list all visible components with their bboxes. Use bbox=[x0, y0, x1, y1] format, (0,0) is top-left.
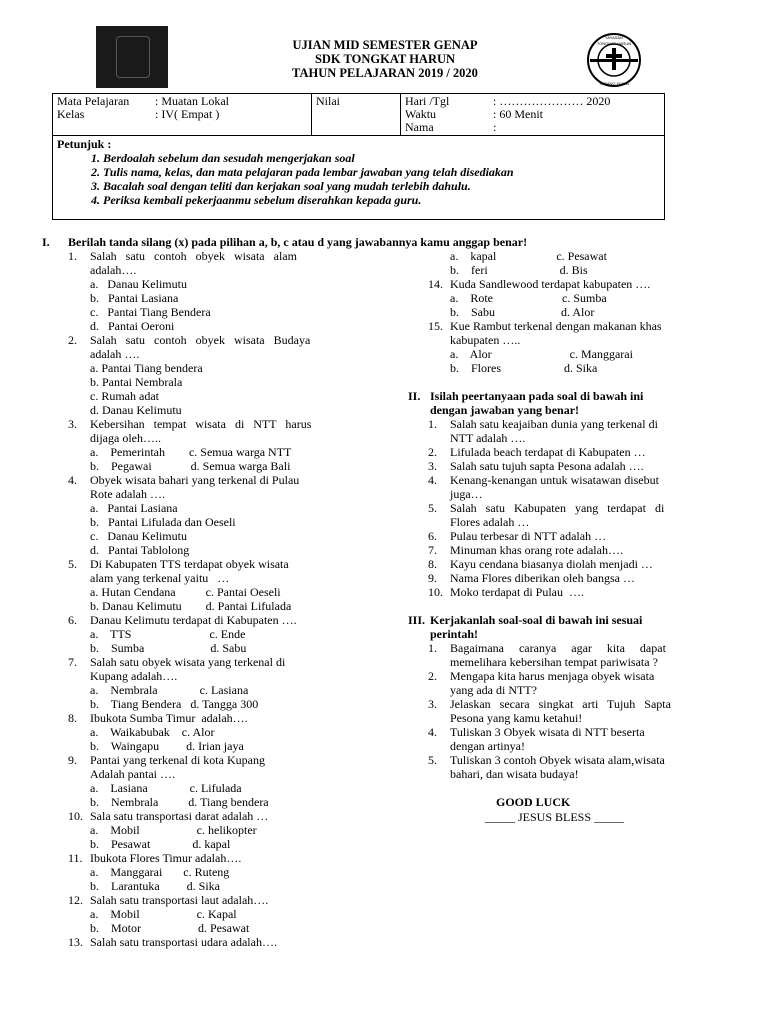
question-line bbox=[68, 277, 364, 291]
section-2-text-2: dengan jawaban yang benar! bbox=[430, 403, 580, 417]
question-text: Jelaskan secara singkat arti Tujuh Sapta bbox=[450, 697, 671, 711]
question-text: Kenang-kenangan untuk wisatawan disebut bbox=[450, 473, 659, 487]
section-2-title bbox=[408, 389, 724, 417]
question-text: Pesona yang kamu ketahui! bbox=[450, 711, 583, 725]
good-luck-text: GOOD LUCK bbox=[496, 795, 571, 809]
question-line bbox=[68, 361, 364, 375]
question-text: juga… bbox=[450, 487, 483, 501]
section-2-text-1: Isilah peertanyaan pada soal di bawah ini bbox=[430, 389, 644, 403]
section-2-number: II. bbox=[408, 389, 421, 403]
section-3-title bbox=[408, 613, 724, 641]
header-line-1: UJIAN MID SEMESTER GENAP bbox=[292, 38, 478, 52]
question-line bbox=[428, 417, 724, 431]
section-1-title bbox=[42, 235, 527, 250]
date-cell bbox=[401, 94, 665, 136]
question-text: Kayu cendana biasanya diolah menjadi … bbox=[450, 557, 653, 571]
question-line bbox=[68, 445, 364, 459]
question-line bbox=[68, 823, 364, 837]
instruction-item: 3. Bacalah soal dengan teliti dan kerjakan soal yang mudah terlebih dahulu. bbox=[103, 179, 673, 193]
question-line bbox=[428, 431, 724, 445]
question-text: Di Kabupaten TTS terdapat obyek wisata bbox=[90, 557, 289, 571]
question-line bbox=[68, 725, 364, 739]
question-text: Mengapa kita harus menjaga obyek wisata bbox=[450, 669, 655, 683]
question-line bbox=[68, 739, 364, 753]
question-text: a. Pantai Tiang bendera bbox=[90, 361, 203, 375]
question-text: b. Larantuka d. Sika bbox=[90, 879, 220, 893]
question-text: b. Sabu d. Alor bbox=[450, 305, 595, 319]
question-line bbox=[428, 487, 724, 501]
question-line bbox=[68, 627, 364, 641]
question-text: a. Hutan Cendana c. Pantai Oeseli bbox=[90, 585, 281, 599]
class-label: Kelas bbox=[57, 107, 85, 121]
section-3-text-2: perintah! bbox=[430, 627, 478, 641]
question-number: 1. bbox=[428, 641, 437, 655]
question-number: 11. bbox=[68, 851, 83, 865]
question-text: Salah satu contoh obyek wisata Budaya bbox=[90, 333, 311, 347]
question-text: b. Flores d. Sika bbox=[450, 361, 598, 375]
question-number: 13. bbox=[68, 935, 83, 949]
question-text: Flores adalah … bbox=[450, 515, 530, 529]
question-number: 5. bbox=[428, 753, 437, 767]
question-number: 2. bbox=[428, 445, 437, 459]
question-line bbox=[68, 263, 364, 277]
question-number: 8. bbox=[68, 711, 77, 725]
question-text: alam yang terkenal yaitu … bbox=[90, 571, 230, 585]
question-line bbox=[68, 655, 364, 669]
question-line bbox=[428, 529, 724, 543]
logo-bottom-text: TERANG DUNIA bbox=[598, 81, 630, 86]
question-text: Pantai yang terkenal di kota Kupang bbox=[90, 753, 265, 767]
question-text: Salah satu keajaiban dunia yang terkenal di bbox=[450, 417, 658, 431]
section-3-text-1: Kerjakanlah soal-soal di bawah ini sesuai bbox=[430, 613, 643, 627]
question-line bbox=[428, 641, 724, 655]
question-line bbox=[428, 361, 724, 375]
question-line bbox=[428, 571, 724, 585]
question-line bbox=[428, 333, 724, 347]
question-text: a. Lasiana c. Lifulada bbox=[90, 781, 242, 795]
question-line bbox=[68, 319, 364, 333]
question-line bbox=[68, 935, 364, 949]
question-line bbox=[68, 795, 364, 809]
time-value: : 60 Menit bbox=[493, 107, 543, 121]
question-text: NTT adalah …. bbox=[450, 431, 526, 445]
question-line bbox=[68, 753, 364, 767]
question-line bbox=[428, 319, 724, 333]
question-line bbox=[428, 473, 724, 487]
question-line bbox=[68, 907, 364, 921]
subject-cell bbox=[53, 94, 312, 136]
logo-top-text: YAYASAN bbox=[604, 35, 624, 40]
question-text: b. Pantai Lifulada dan Oeseli bbox=[90, 515, 236, 529]
question-line bbox=[428, 711, 724, 725]
question-text: a. Alor c. Manggarai bbox=[450, 347, 633, 361]
question-text: adalah…. bbox=[90, 263, 137, 277]
question-line bbox=[68, 585, 364, 599]
instructions-title: Petunjuk : bbox=[57, 137, 112, 151]
school-logo-left bbox=[96, 26, 168, 88]
question-text: d. Pantai Tablolong bbox=[90, 543, 190, 557]
jesus-bless-text: _____ JESUS BLESS _____ bbox=[485, 810, 625, 824]
question-text: c. Rumah adat bbox=[90, 389, 159, 403]
question-line bbox=[68, 865, 364, 879]
question-text: d. Pantai Oeroni bbox=[90, 319, 175, 333]
question-text: Tuliskan 3 Obyek wisata di NTT beserta bbox=[450, 725, 645, 739]
question-line bbox=[68, 683, 364, 697]
section-2-questions bbox=[428, 417, 724, 599]
question-line bbox=[68, 851, 364, 865]
section-3-questions bbox=[428, 641, 724, 781]
question-text: a. TTS c. Ende bbox=[90, 627, 246, 641]
question-line bbox=[68, 473, 364, 487]
question-text: b. Waingapu d. Irian jaya bbox=[90, 739, 244, 753]
question-text: memelihara kebersihan tempat pariwisata ? bbox=[450, 655, 658, 669]
question-text: Danau Kelimutu terdapat di Kabupaten …. bbox=[90, 613, 297, 627]
question-line bbox=[428, 683, 724, 697]
question-text: a. Mobil c. Kapal bbox=[90, 907, 237, 921]
question-text: Nama Flores diberikan oleh bangsa … bbox=[450, 571, 635, 585]
question-text: Ibukota Flores Timur adalah…. bbox=[90, 851, 242, 865]
question-text: Salah satu transportasi udara adalah…. bbox=[90, 935, 277, 949]
instruction-item: 4. Periksa kembali pekerjaanmu sebelum diserahkan kepada guru. bbox=[103, 193, 673, 207]
question-line bbox=[68, 375, 364, 389]
question-text: Adalah pantai …. bbox=[90, 767, 175, 781]
question-text: Salah satu obyek wisata yang terkenal di bbox=[90, 655, 286, 669]
question-number: 9. bbox=[68, 753, 77, 767]
question-text: a. Nembrala c. Lasiana bbox=[90, 683, 249, 697]
school-logo-right bbox=[586, 32, 642, 88]
question-text: b. Danau Kelimutu d. Pantai Lifulada bbox=[90, 599, 292, 613]
section-1-text: Berilah tanda silang (x) pada pilihan a, b, c atau d yang jawabannya kamu anggap benar! bbox=[68, 235, 528, 249]
question-text: dengan artinya! bbox=[450, 739, 525, 753]
date-value: : ………………… 2020 bbox=[493, 94, 611, 108]
section-3-number: III. bbox=[408, 613, 426, 627]
question-text: Moko terdapat di Pulau …. bbox=[450, 585, 584, 599]
question-line bbox=[68, 711, 364, 725]
question-number: 7. bbox=[428, 543, 437, 557]
name-label: Nama bbox=[405, 120, 434, 134]
question-number: 1. bbox=[68, 249, 77, 263]
question-line bbox=[428, 767, 724, 781]
question-line bbox=[68, 893, 364, 907]
question-number: 12. bbox=[68, 893, 83, 907]
instructions-list bbox=[77, 151, 673, 207]
question-line bbox=[428, 725, 724, 739]
question-text: b. Motor d. Pesawat bbox=[90, 921, 250, 935]
question-text: Salah satu contoh obyek wisata alam bbox=[90, 249, 297, 263]
question-number: 14. bbox=[428, 277, 443, 291]
question-number: 3. bbox=[428, 697, 437, 711]
question-text: c. Danau Kelimutu bbox=[90, 529, 187, 543]
question-line bbox=[68, 921, 364, 935]
question-number: 5. bbox=[68, 557, 77, 571]
question-text: bahari, dan wisata budaya! bbox=[450, 767, 579, 781]
question-line bbox=[68, 669, 364, 683]
question-text: Bagaimana caranya agar kita dapat bbox=[450, 641, 666, 655]
question-text: b. Pegawai d. Semua warga Bali bbox=[90, 459, 291, 473]
instructions-box bbox=[52, 135, 665, 220]
score-cell bbox=[312, 94, 401, 136]
question-line bbox=[68, 557, 364, 571]
question-number: 6. bbox=[68, 613, 77, 627]
question-line bbox=[68, 515, 364, 529]
question-text: b. Pesawat d. kapal bbox=[90, 837, 231, 851]
question-line bbox=[428, 543, 724, 557]
question-line bbox=[428, 277, 724, 291]
question-text: Obyek wisata bahari yang terkenal di Pulau bbox=[90, 473, 300, 487]
question-text: a. Manggarai c. Ruteng bbox=[90, 865, 230, 879]
question-line bbox=[68, 571, 364, 585]
question-text: Pulau terbesar di NTT adalah … bbox=[450, 529, 607, 543]
question-line bbox=[428, 739, 724, 753]
left-question-column bbox=[68, 249, 364, 949]
question-line bbox=[68, 613, 364, 627]
time-label: Waktu bbox=[405, 107, 437, 121]
question-line bbox=[428, 501, 724, 515]
question-text: kabupaten ….. bbox=[450, 333, 521, 347]
question-line bbox=[428, 263, 724, 277]
question-text: b. feri d. Bis bbox=[450, 263, 588, 277]
question-number: 4. bbox=[68, 473, 77, 487]
logo-ring-text: TONGKAT HARUN bbox=[596, 41, 632, 46]
question-line bbox=[68, 389, 364, 403]
question-line bbox=[428, 459, 724, 473]
question-text: a. Pemerintah c. Semua warga NTT bbox=[90, 445, 292, 459]
header-line-3: TAHUN PELAJARAN 2019 / 2020 bbox=[292, 66, 478, 80]
question-line bbox=[68, 459, 364, 473]
question-text: b. Tiang Bendera d. Tangga 300 bbox=[90, 697, 259, 711]
question-text: a. Pantai Lasiana bbox=[90, 501, 178, 515]
question-text: yang ada di NTT? bbox=[450, 683, 537, 697]
question-text: a. kapal c. Pesawat bbox=[450, 249, 607, 263]
question-line bbox=[68, 347, 364, 361]
question-line bbox=[68, 417, 364, 431]
question-line bbox=[428, 515, 724, 529]
question-number: 15. bbox=[428, 319, 443, 333]
question-text: Ibukota Sumba Timur adalah…. bbox=[90, 711, 248, 725]
question-line bbox=[68, 767, 364, 781]
question-text: b. Nembrala d. Tiang bendera bbox=[90, 795, 269, 809]
question-number: 6. bbox=[428, 529, 437, 543]
question-line bbox=[68, 697, 364, 711]
question-text: a. Danau Kelimutu bbox=[90, 277, 187, 291]
question-text: Kupang adalah…. bbox=[90, 669, 178, 683]
subject-label: Mata Pelajaran bbox=[57, 94, 130, 108]
question-text: adalah …. bbox=[90, 347, 140, 361]
right-question-column bbox=[428, 249, 724, 375]
question-number: 4. bbox=[428, 725, 437, 739]
question-number: 2. bbox=[428, 669, 437, 683]
emblem-icon bbox=[116, 36, 150, 78]
question-line bbox=[428, 655, 724, 669]
question-number: 9. bbox=[428, 571, 437, 585]
question-number: 7. bbox=[68, 655, 77, 669]
question-line bbox=[428, 557, 724, 571]
question-line bbox=[68, 809, 364, 823]
question-text: a. Waikabubak c. Alor bbox=[90, 725, 215, 739]
question-text: b. Pantai Nembrala bbox=[90, 375, 183, 389]
question-text: dijaga oleh….. bbox=[90, 431, 161, 445]
class-value: : IV( Empat ) bbox=[155, 107, 220, 121]
question-line bbox=[68, 641, 364, 655]
header-line-2: SDK TONGKAT HARUN bbox=[314, 52, 456, 66]
question-line bbox=[428, 249, 724, 263]
question-number: 10. bbox=[68, 809, 83, 823]
question-line bbox=[428, 753, 724, 767]
question-text: c. Pantai Tiang Bendera bbox=[90, 305, 211, 319]
question-line bbox=[428, 697, 724, 711]
question-text: a. Rote c. Sumba bbox=[450, 291, 607, 305]
question-number: 4. bbox=[428, 473, 437, 487]
question-number: 3. bbox=[68, 417, 77, 431]
question-text: Rote adalah …. bbox=[90, 487, 165, 501]
instruction-item: 1. Berdoalah sebelum dan sesudah mengerjakan soal bbox=[103, 151, 673, 165]
question-text: Salah satu tujuh sapta Pesona adalah …. bbox=[450, 459, 644, 473]
question-line bbox=[428, 291, 724, 305]
question-line bbox=[68, 501, 364, 515]
question-line bbox=[68, 291, 364, 305]
question-number: 2. bbox=[68, 333, 77, 347]
question-line bbox=[68, 529, 364, 543]
question-number: 8. bbox=[428, 557, 437, 571]
date-label: Hari /Tgl bbox=[405, 94, 450, 108]
section-1-number: I. bbox=[42, 235, 50, 249]
question-text: Kuda Sandlewood terdapat kabupaten …. bbox=[450, 277, 651, 291]
question-text: Kue Rambut terkenal dengan makanan khas bbox=[450, 319, 662, 333]
question-text: Salah satu transportasi laut adalah…. bbox=[90, 893, 269, 907]
question-number: 1. bbox=[428, 417, 437, 431]
question-line bbox=[428, 669, 724, 683]
question-text: d. Danau Kelimutu bbox=[90, 403, 182, 417]
question-text: Minuman khas orang rote adalah…. bbox=[450, 543, 623, 557]
question-text: Tuliskan 3 contoh Obyek wisata alam,wisata bbox=[450, 753, 665, 767]
question-text: b. Pantai Lasiana bbox=[90, 291, 179, 305]
question-line bbox=[428, 347, 724, 361]
question-line bbox=[68, 487, 364, 501]
question-line bbox=[68, 305, 364, 319]
question-line bbox=[68, 543, 364, 557]
question-number: 5. bbox=[428, 501, 437, 515]
student-info-table bbox=[52, 93, 665, 136]
subject-value: : Muatan Lokal bbox=[155, 94, 229, 108]
question-text: Kebersihan tempat wisata di NTT harus bbox=[90, 417, 312, 431]
name-value: : bbox=[493, 120, 497, 134]
question-line bbox=[68, 599, 364, 613]
question-text: Salah satu Kabupaten yang terdapat di bbox=[450, 501, 665, 515]
question-line bbox=[428, 305, 724, 319]
question-line bbox=[428, 445, 724, 459]
question-line bbox=[68, 431, 364, 445]
question-number: 3. bbox=[428, 459, 437, 473]
question-text: a. Mobil c. helikopter bbox=[90, 823, 257, 837]
question-line bbox=[68, 781, 364, 795]
question-line bbox=[428, 585, 724, 599]
question-text: b. Sumba d. Sabu bbox=[90, 641, 247, 655]
question-line bbox=[68, 837, 364, 851]
question-line bbox=[68, 403, 364, 417]
score-label: Nilai bbox=[316, 94, 340, 108]
question-line bbox=[68, 249, 364, 263]
question-line bbox=[68, 879, 364, 893]
question-number: 10. bbox=[428, 585, 443, 599]
question-line bbox=[68, 333, 364, 347]
exam-header bbox=[240, 38, 530, 80]
instruction-item: 2. Tulis nama, kelas, dan mata pelajaran pada lembar jawaban yang telah disediakan bbox=[103, 165, 673, 179]
question-text: Sala satu transportasi darat adalah … bbox=[90, 809, 269, 823]
question-text: Lifulada beach terdapat di Kabupaten … bbox=[450, 445, 646, 459]
